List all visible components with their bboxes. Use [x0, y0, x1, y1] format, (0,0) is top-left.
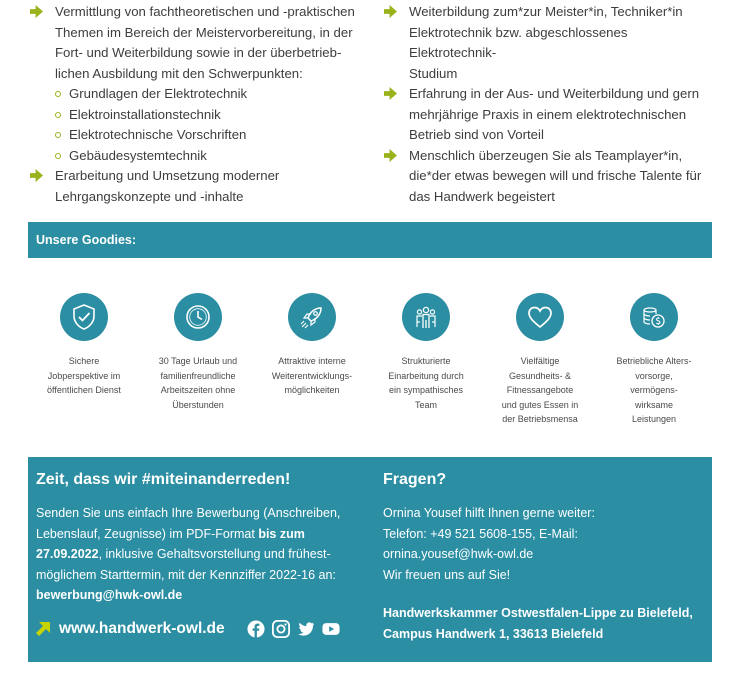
- list-item-line: Studium: [409, 65, 458, 81]
- twitter-icon[interactable]: [297, 619, 316, 638]
- goodie-label: Gesundheits- &: [508, 370, 572, 381]
- goodie-label: Strukturierte: [401, 356, 451, 366]
- contact-phone: Telefon: +49 521 5608-155, E-Mail:: [383, 526, 578, 541]
- shield-check-icon: [60, 293, 108, 341]
- instagram-icon[interactable]: [272, 619, 291, 638]
- list-item-line: mehrjährige Praxis in einem elektrotechnischen: [409, 106, 687, 122]
- sub-list-item: Grundlagen der Elektrotechnik: [30, 84, 360, 105]
- list-item-line: Menschlich überzeugen Sie als Teamplayer*in,: [409, 147, 683, 163]
- arrow-right-icon: [30, 5, 43, 18]
- goodie-label: Attraktive interne: [278, 356, 346, 366]
- questions-text: [383, 503, 708, 585]
- arrow-right-icon: [384, 149, 397, 162]
- application-email-link[interactable]: bewerbung@hwk-owl.de: [36, 588, 183, 602]
- application-heading: Zeit, dass wir #miteinanderreden!: [36, 471, 291, 488]
- goodie-label: vorsorge,: [635, 370, 673, 381]
- website-row: [36, 619, 341, 638]
- youtube-icon[interactable]: [322, 619, 341, 638]
- contact-box: [28, 457, 712, 662]
- goodie-item: [485, 293, 595, 427]
- address: [383, 603, 708, 644]
- requirements-right-column: [384, 2, 714, 207]
- goodie-label: familienfreundliche: [160, 370, 236, 381]
- list-item-line: Vermittlung von fachtheoretischen und -praktischen: [55, 4, 355, 19]
- application-section: [36, 457, 366, 606]
- circle-bullet-icon: [55, 91, 61, 97]
- arrow-right-icon: [30, 169, 43, 182]
- circle-bullet-icon: [55, 112, 61, 118]
- goodie-label: Leistungen: [631, 414, 677, 424]
- application-text: Senden Sie uns einfach Ihre Bewerbung (Anschreiben, Lebenslauf, Zeugnisse) im PDF-Format bis zum 27.09.2022, inklusive Gehaltsvorstellung und frühest-möglichem Starttermin, mit der Kennziffer 2022-16 an: bewerbung@hwk-owl.de: [36, 506, 341, 602]
- list-item-line: Weiterbildung zum*zur Meister*in, Techniker*in: [409, 4, 683, 19]
- goodie-item: [257, 293, 367, 398]
- website-link[interactable]: www.handwerk-owl.de: [59, 619, 225, 637]
- questions-section: [383, 457, 708, 644]
- team-icon: [402, 293, 450, 341]
- coins-icon: [630, 293, 678, 341]
- list-item: [384, 2, 714, 84]
- arrow-up-right-icon: [36, 622, 50, 636]
- sub-list-item: Gebäudesystemtechnik: [30, 146, 360, 167]
- goodie-label: der Betriebsmensa: [502, 414, 578, 424]
- address-line: Campus Handwerk 1, 33613 Bielefeld: [383, 626, 604, 641]
- goodie-item: [371, 293, 481, 412]
- list-item-line: Elektrotechnik bzw. abgeschlossenes Elektrotechnik-: [409, 24, 628, 60]
- arrow-right-icon: [384, 5, 397, 18]
- list-item-line: Erfahrung in der Aus- und Weiterbildung und gern: [409, 86, 700, 101]
- rocket-icon: [288, 293, 336, 341]
- contact-line: Ornina Yousef hilft Ihnen gerne weiter:: [383, 506, 595, 520]
- list-item: [30, 2, 360, 84]
- circle-bullet-icon: [55, 153, 61, 159]
- heart-icon: [516, 293, 564, 341]
- list-item-line: die*der etwas bewegen will und frische Talente für: [409, 168, 702, 183]
- goodie-label: öffentlichen Dienst: [47, 385, 121, 395]
- address-line: Handwerkskammer Ostwestfalen-Lippe zu Bielefeld,: [383, 606, 693, 620]
- goodie-label: Team: [414, 399, 437, 410]
- list-item: [384, 84, 714, 146]
- list-item-line: das Handwerk begeistert: [409, 188, 555, 204]
- goodie-label: Überstunden: [172, 399, 224, 410]
- clock-icon: [174, 293, 222, 341]
- goodie-label: Jobperspektive im: [47, 370, 121, 381]
- list-item-line: Themen im Bereich der Meistervorbereitung, in der: [55, 24, 353, 40]
- deadline: bis zum 27.09.2022: [36, 526, 305, 561]
- goodie-label: Sichere: [68, 356, 100, 366]
- list-item-line: Betrieb sind von Vorteil: [409, 127, 544, 142]
- goodie-label: Vielfältige: [520, 356, 560, 366]
- goodie-label: wirksame: [634, 399, 673, 410]
- goodie-label: Einarbeitung durch: [388, 370, 464, 381]
- goodie-label: und gutes Essen in: [501, 399, 579, 410]
- goodie-item: [599, 293, 709, 427]
- goodie-label: ein sympathisches: [388, 385, 464, 395]
- list-item: [30, 166, 360, 207]
- questions-heading: Fragen?: [383, 471, 447, 488]
- contact-line: Wir freuen uns auf Sie!: [383, 567, 511, 582]
- sub-list-item: Elektroinstallationstechnik: [30, 105, 360, 126]
- list-item-line: Fort- und Weiterbildung sowie in der überbetrieb-: [55, 45, 342, 60]
- list-item-line: Erarbeitung und Umsetzung moderner: [55, 168, 280, 183]
- sub-list-item: Elektrotechnische Vorschriften: [30, 125, 360, 146]
- goodie-label: Weiterentwicklungs-: [271, 370, 353, 381]
- goodie-label: vermögens-: [630, 385, 678, 395]
- goodie-label: 30 Tage Urlaub und: [158, 356, 238, 366]
- goodie-item: [143, 293, 253, 412]
- circle-bullet-icon: [55, 132, 61, 138]
- requirements-left-column: [30, 2, 360, 207]
- goodie-label: möglichkeiten: [284, 385, 340, 395]
- goodie-label: Arbeitszeiten ohne: [160, 385, 236, 395]
- goodies-heading: Unsere Goodies:: [28, 222, 712, 258]
- arrow-right-icon: [384, 87, 397, 100]
- goodie-label: Betriebliche Alters-: [616, 356, 692, 366]
- social-links: [247, 619, 341, 638]
- list-item-line: lichen Ausbildung mit den Schwerpunkten:: [55, 65, 303, 81]
- facebook-icon[interactable]: [247, 619, 266, 638]
- goodie-item: [29, 293, 139, 398]
- list-item-line: Lehrgangskonzepte und -inhalte: [55, 188, 244, 204]
- contact-email-link[interactable]: ornina.yousef@hwk-owl.de: [383, 547, 534, 561]
- list-item: [384, 146, 714, 208]
- goodie-label: Fitnessangebote: [506, 385, 574, 395]
